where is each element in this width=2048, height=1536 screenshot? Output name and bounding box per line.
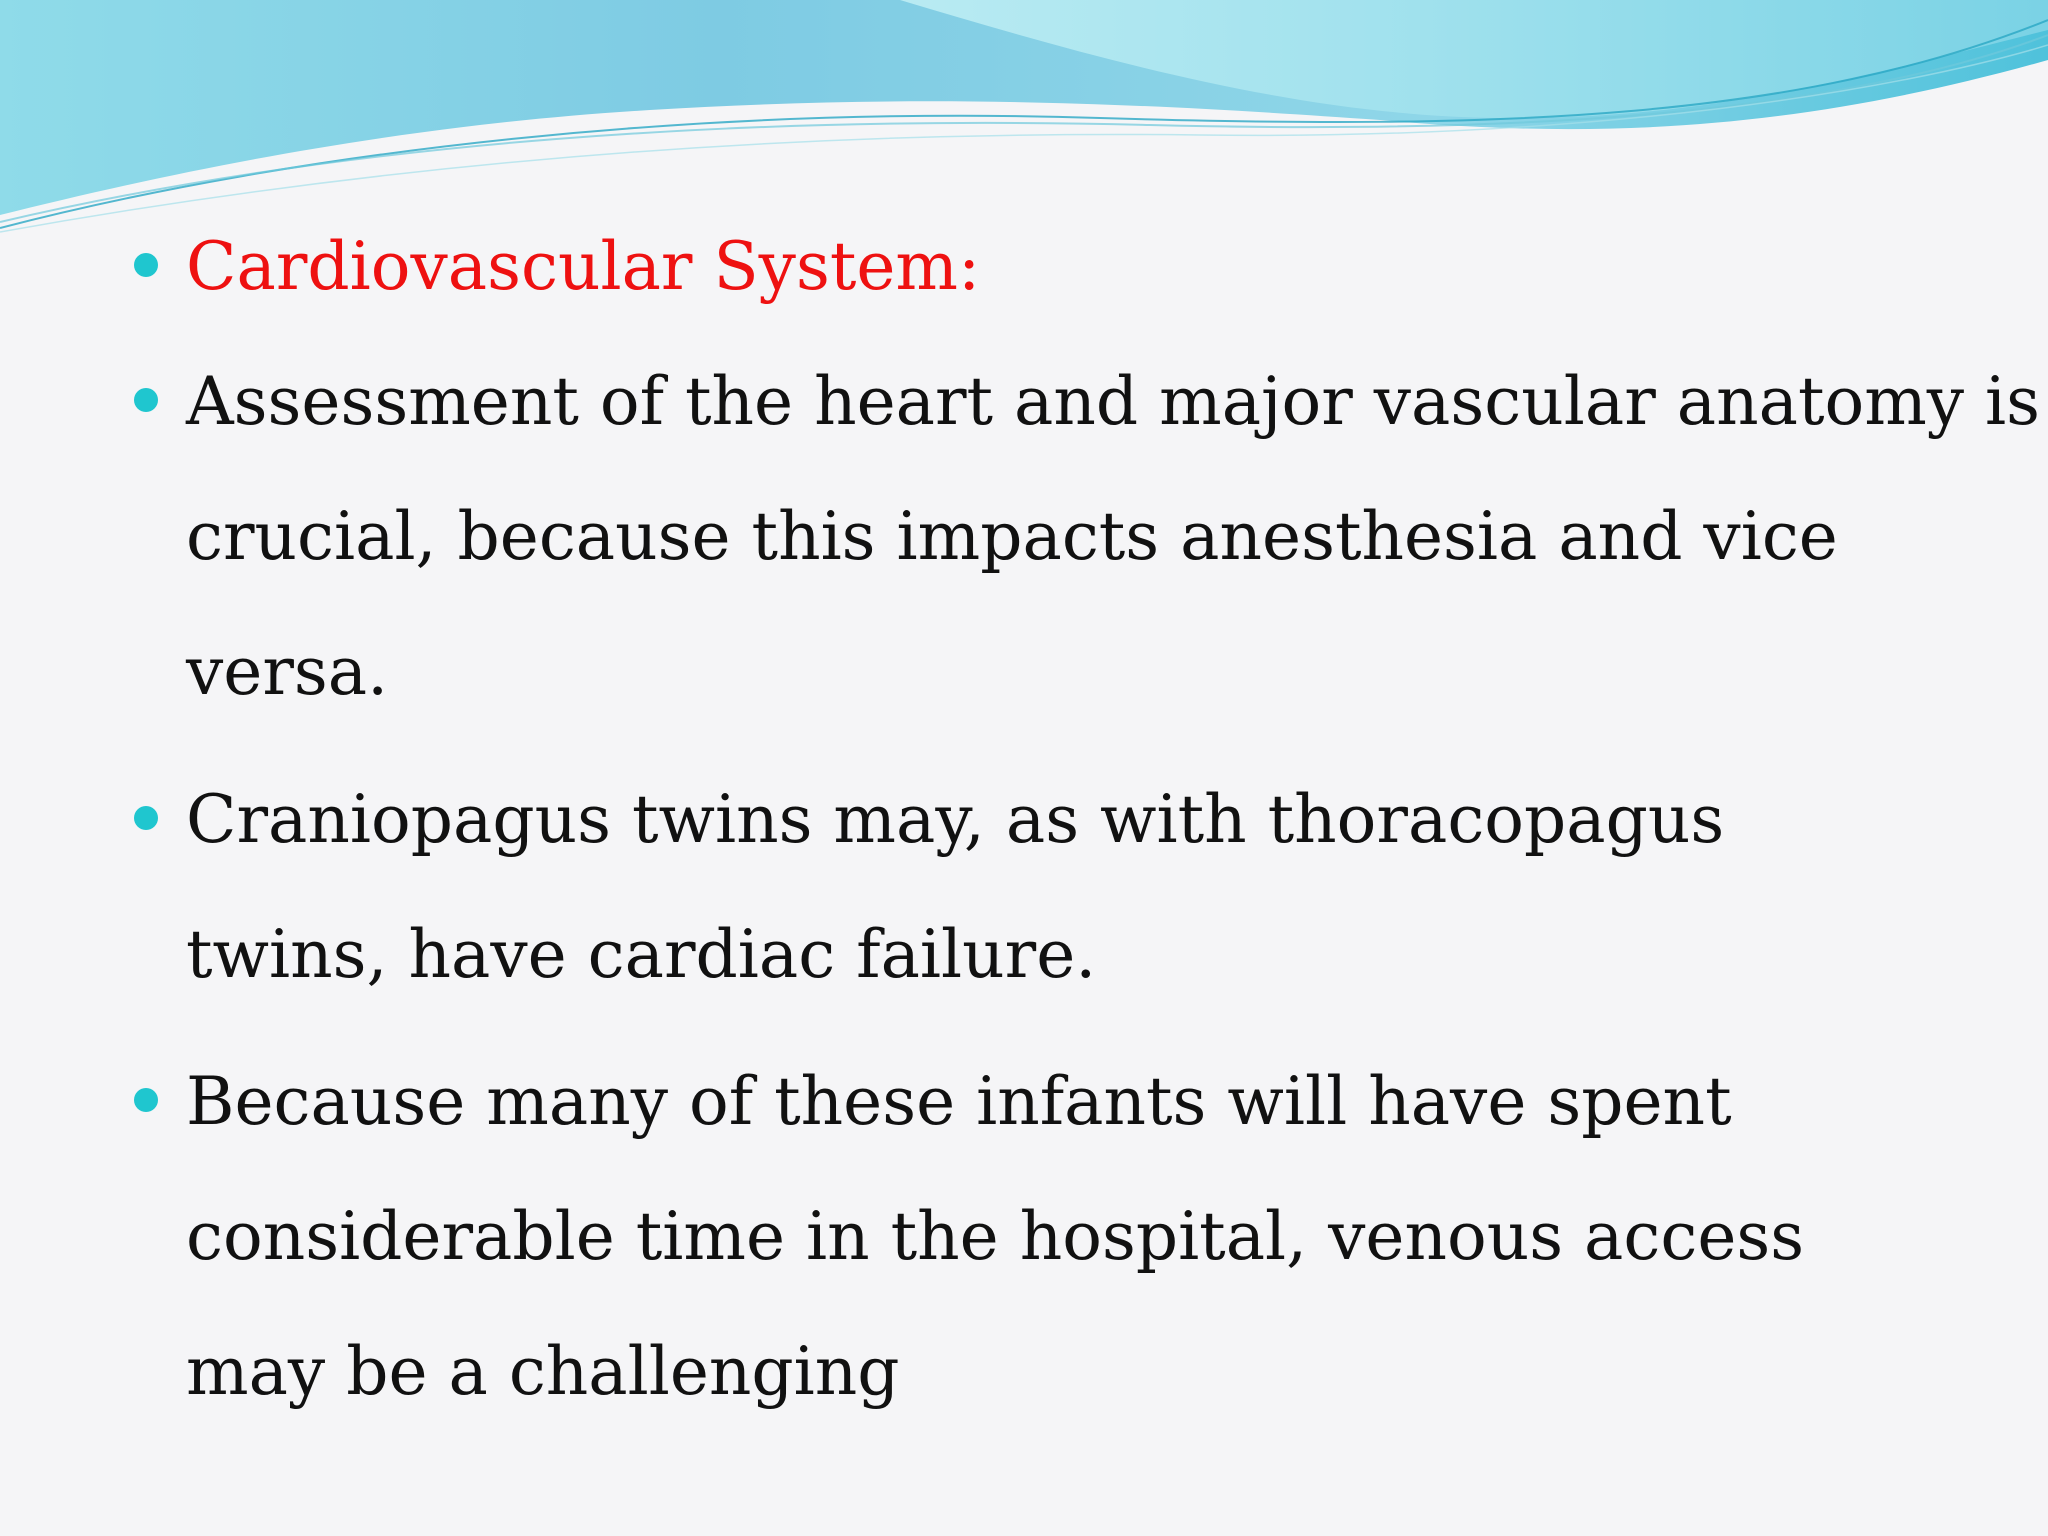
bullet-line: Craniopagus twins may, as with thoracopagus [186, 781, 1725, 858]
bullet-dot-icon [134, 806, 158, 830]
bullet-line: twins, have cardiac failure. [186, 916, 1097, 993]
bullet-line: Because many of these infants will have spent [186, 1063, 1732, 1140]
bullet-item-1 [186, 334, 2041, 739]
bullet-line: Assessment of the heart and major vascular anatomy is [186, 363, 2041, 440]
bullet-line: considerable time in the hospital, venous access [186, 1198, 1805, 1275]
bullet-line: may be a challenging [186, 1333, 900, 1410]
heading-text: Cardiovascular System: [186, 228, 981, 305]
bullet-heading [186, 199, 1946, 334]
bullet-line: crucial, because this impacts anesthesia and vice [186, 498, 1838, 575]
bullet-dot-icon [134, 1088, 158, 1112]
bullet-line: versa. [186, 633, 389, 710]
bullet-item-3 [186, 1034, 1946, 1439]
bullet-dot-icon [134, 253, 158, 277]
bullet-dot-icon [134, 388, 158, 412]
bullet-item-2 [186, 752, 1946, 1022]
